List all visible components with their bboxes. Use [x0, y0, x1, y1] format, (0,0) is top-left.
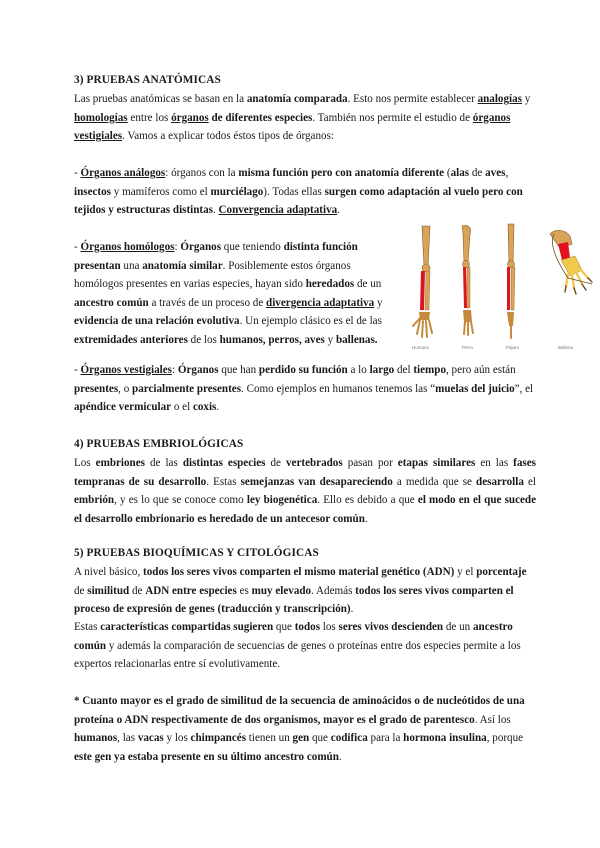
- caption-dog: Perro: [462, 345, 474, 350]
- caption-whale: Ballena: [558, 345, 574, 350]
- section-3-intro: Las pruebas anatómicas se basan en la anatomía comparada. Esto nos permite establecer analogías y homologías entre los órganos de diferentes especies. También nos permite el estudio de órganos vestigiales. Vamos a explicar todos éstos tipos de órganos:: [74, 93, 531, 142]
- homologous-limbs-figure: [410, 222, 595, 357]
- caption-bird: Pájaro: [506, 345, 520, 350]
- limbs-illustration: [410, 222, 595, 344]
- homologous-organs-paragraph: - Órganos homólogos: Órganos que teniendo distinta función presentan una anatomía similar. Posiblemente estos órganos homólogos presentes en varias especies, hayan sido heredados de un ancestro común a través de un proceso de divergencia adaptativa y evidencia de una relación evolutiva. Un ejemplo clásico es el de las extremidades anteriores de los humanos, perros, aves y ballenas.: [74, 241, 383, 346]
- bird-wing-bone: [507, 224, 515, 338]
- section-5-paragraph-2: Estas características compartidas sugieren que todos los seres vivos descienden de un ancestro común y además la comparación de secuencias de genes o proteínas entre dos especies permite a los expertos relacionarlas entre sí evolutivamente.: [74, 621, 521, 670]
- human-arm-bone: [413, 226, 432, 337]
- caption-human: Humano: [412, 345, 430, 350]
- dog-leg-bone: [462, 225, 473, 335]
- section-4-heading: 4) PRUEBAS EMBRIOLÓGICAS: [74, 438, 244, 450]
- section-4-paragraph: Los embriones de las distintas especies de vertebrados pasan por etapas similares en las fases tempranas de su desarrollo. Estas semejanzas van desapareciendo a medida que se desarrolla el embrión, y es lo que se conoce como ley biogenética. Ello es debido a que el modo en el que sucede el desarrollo embrionario es heredado de un antecesor común.: [74, 457, 537, 525]
- analogous-organs-paragraph: - Órganos análogos: órganos con la misma función pero con anatomía diferente (alas de aves, insectos y mamíferos como el murciélago). Todas ellas surgen como adaptación al vuelo pero con tejidos y estructuras distintas. Convergencia adaptativa.: [74, 167, 523, 216]
- whale-fin-bone: [550, 230, 592, 294]
- section-5-paragraph-3: * Cuanto mayor es el grado de similitud de la secuencia de aminoácidos o de nucleótidos de una proteína o ADN respectivamente de dos organismos, mayor es el grado de parentesco. Así los humanos, las vacas y los chimpancés tienen un gen que codifica para la hormona insulina, porque este gen ya estaba presente en su último ancestro común.: [74, 695, 525, 763]
- section-5-paragraph-1: A nivel básico, todos los seres vivos comparten el mismo material genético (ADN) y el porcentaje de similitud de ADN entre especies es muy elevado. Además todos los seres vivos comparten el proceso de expresión de genes (traducción y transcripción).: [74, 566, 527, 615]
- section-3-heading: 3) PRUEBAS ANATÓMICAS: [74, 74, 221, 86]
- section-5-heading: 5) PRUEBAS BIOQUÍMICAS Y CITOLÓGICAS: [74, 547, 319, 559]
- vestigial-organs-paragraph: - Órganos vestigiales: Órganos que han perdido su función a lo largo del tiempo, pero aún están presentes, o parcialmente presentes. Como ejemplos en humanos tenemos las “muelas del juicio”, el apéndice vermicular o el coxis.: [74, 364, 534, 413]
